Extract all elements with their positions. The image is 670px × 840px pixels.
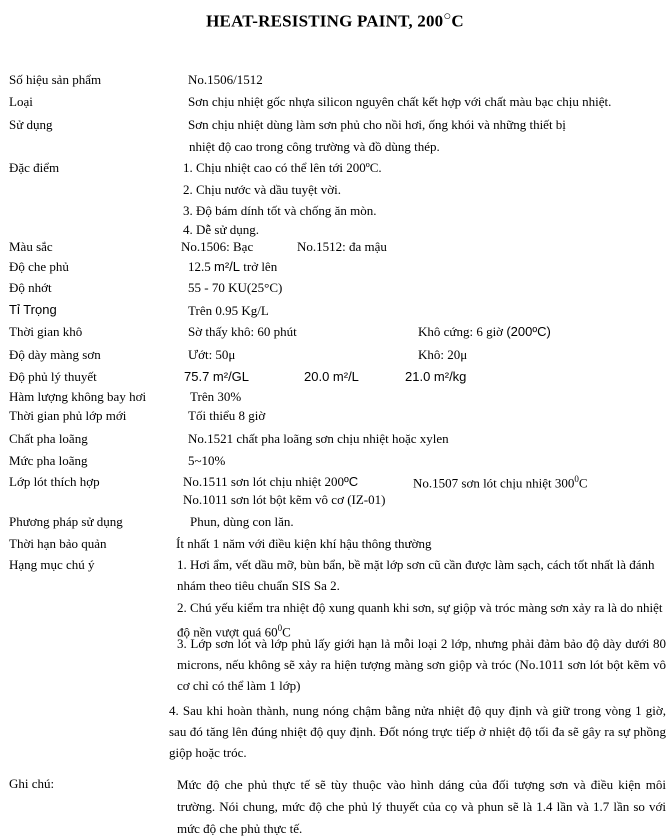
- label-type: Loại: [9, 94, 33, 109]
- value-product-no: No.1506/1512: [188, 72, 263, 87]
- value-color-1512: No.1512: đa mậu: [297, 239, 387, 254]
- value-coverage: 12.5 m²/L trở lên: [188, 259, 278, 274]
- label-product-no: Số hiệu sản phẩm: [9, 72, 102, 87]
- label-thinner: Chất pha loãng: [9, 431, 88, 446]
- label-film-thickness: Độ dày màng sơn: [9, 347, 101, 362]
- page-title: HEAT-RESISTING PAINT, 200○C: [206, 8, 464, 31]
- value-method: Phun, dùng con lăn.: [190, 514, 294, 529]
- value-coverage-per-liter: 20.0 m²/L: [304, 369, 359, 384]
- note-1: 1. Hơi ẩm, vết dầu mỡ, bùn bẩn, bề mặt lớp sơn cũ cần được làm sạch, cách tốt nhất là đánh nhám theo tiêu chuẩn SIS Sa 2.: [177, 557, 655, 593]
- note-4: 4. Sau khi hoàn thành, nung nóng chậm bằng nửa nhiệt độ quy định và giữ trong vòng 1 giờ, sau đó tăng lên đúng nhiệt độ quy định. Đốt nóng trực tiếp ở nhiệt độ tối đa sẽ gây ra sự phồng giộp hoặc tróc.: [169, 703, 666, 760]
- note-2: 2. Chú yếu kiểm tra nhiệt độ xung quanh khi sơn, sự giộp và tróc màng sơn xảy ra là do nhiệt độ nền vượt quá $60^0C$: [177, 600, 663, 640]
- value-primer-1507: No.1507 sơn lót chịu nhiệt $300^0C$: [413, 474, 588, 491]
- label-remark: Ghi chú:: [9, 776, 55, 791]
- value-wet-thickness: Ướt: 50μ: [188, 347, 236, 362]
- value-usage-line2: nhiệt độ cao trong công trường và đồ dùng thép.: [189, 139, 440, 154]
- value-coverage-per-gal: 75.7 m²/GL: [184, 369, 250, 384]
- value-remark: Mức độ che phủ thực tế sẽ tùy thuộc vào hình dáng của đối tượng sơn và điều kiện môi trường. Nói chung, mức độ che phủ lý thuyết của cọ và phun sẽ là 1.4 lần và 1.7 lần so với mức độ che phủ thực tế.: [177, 777, 666, 836]
- value-storage: Ít nhất 1 năm với điều kiện khí hậu thông thường: [176, 536, 432, 551]
- label-storage: Thời hạn bảo quản: [9, 536, 107, 551]
- label-theoretical-coverage: Độ phủ lý thuyết: [9, 369, 97, 384]
- value-recoat: Tối thiểu 8 giờ: [188, 408, 266, 423]
- value-nonvolatile: Trên 30%: [190, 389, 242, 404]
- label-recoat: Thời gian phủ lớp mới: [9, 408, 127, 423]
- value-touch-dry: Sờ thấy khô: 60 phút: [188, 324, 297, 339]
- label-dry-time: Thời gian khô: [9, 324, 83, 339]
- value-thinner: No.1521 chất pha loãng sơn chịu nhiệt hoặc xylen: [188, 431, 449, 446]
- label-method: Phương pháp sử dụng: [9, 514, 123, 529]
- value-dry-thickness: Khô: 20μ: [418, 347, 468, 362]
- label-color: Màu sắc: [9, 239, 53, 254]
- label-coverage: Độ che phủ: [9, 259, 69, 274]
- value-type: Sơn chịu nhiệt gốc nhựa silicon nguyên chất kết hợp với chất màu bạc chịu nhiệt.: [188, 94, 612, 109]
- value-usage-line1: Sơn chịu nhiệt dùng làm sơn phủ cho nồi hơi, ống khói và những thiết bị: [188, 117, 566, 132]
- label-notes: Hạng mục chú ý: [9, 557, 95, 572]
- label-density: Tỉ Trọng: [9, 302, 57, 317]
- value-hard-dry: Khô cứng: 6 giờ (200ºC): [418, 324, 551, 339]
- value-color-1506: No.1506: Bạc: [181, 239, 254, 254]
- value-coverage-per-kg: 21.0 m²/kg: [405, 369, 467, 384]
- note-3: 3. Lớp sơn lót và lớp phủ lấy giới hạn lả mỗi loại 2 lớp, nhưng phải đảm bảo độ dày dưới 80 microns, nếu không sẽ xảy ra hiện tượng màng sơn giộp và tróc (No.1011 sơn lót bột kẽm vô cơ chỉ có thể làm 1 lớp): [177, 636, 666, 693]
- label-usage: Sử dụng: [9, 117, 53, 132]
- feature-item: 1. Chịu nhiệt cao có thể lên tới 200ºC.: [183, 160, 382, 175]
- value-primer-1511: No.1511 sơn lót chịu nhiệt 200ºC: [183, 474, 359, 489]
- feature-item: 4. Dễ sử dụng.: [183, 222, 260, 237]
- value-viscosity: 55 - 70 KU(25°C): [188, 280, 283, 295]
- value-density: Trên 0.95 Kg/L: [188, 303, 269, 318]
- degree-symbol: ○: [443, 8, 452, 23]
- value-primer-1011: No.1011 sơn lót bột kẽm vô cơ (IZ-01): [183, 492, 386, 507]
- label-viscosity: Độ nhớt: [9, 280, 52, 295]
- value-thinning: 5~10%: [188, 453, 226, 468]
- feature-item: 2. Chịu nước và dầu tuyệt vời.: [183, 182, 341, 197]
- label-nonvolatile: Hàm lượng không bay hơi: [9, 389, 147, 404]
- label-thinning: Mức pha loãng: [9, 453, 88, 468]
- feature-item: 3. Độ bám dính tốt và chống ăn mòn.: [183, 203, 377, 218]
- label-features: Đặc điểm: [9, 160, 60, 175]
- label-primer: Lớp lót thích hợp: [9, 474, 100, 489]
